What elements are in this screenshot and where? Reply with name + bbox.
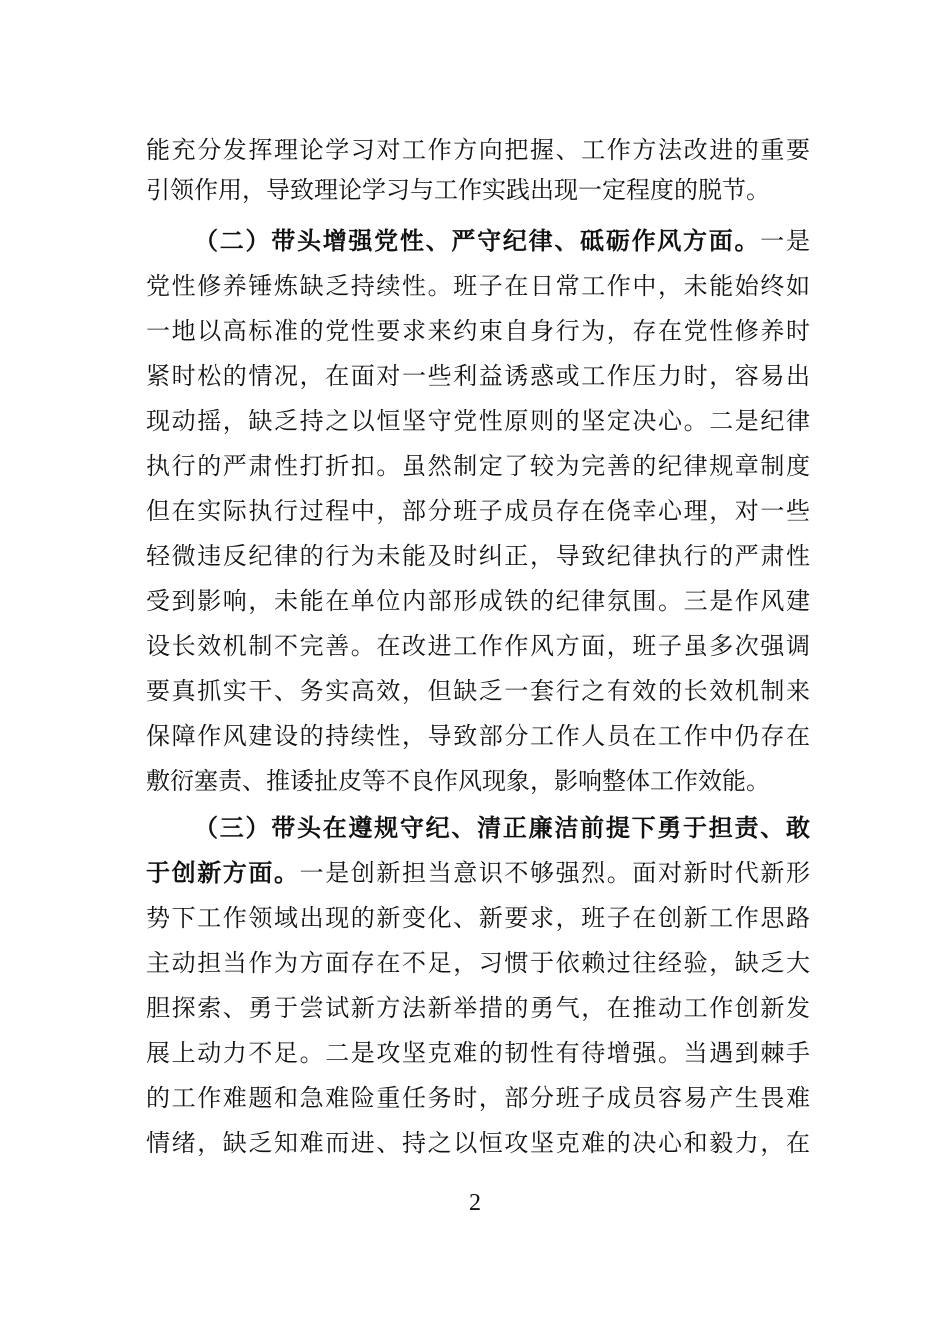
text-span: 能充分发挥理论学习对工作方向把握、工作方法改进的重要	[146, 136, 810, 164]
text-line	[146, 307, 810, 355]
section-heading-line	[194, 217, 810, 265]
text-line	[146, 1119, 810, 1167]
text-span: 现动摇，缺乏持之以恒坚守党性原则的坚定决心。二是纪律	[146, 407, 810, 435]
text-line	[146, 487, 810, 535]
text-span: 胆探索、勇于尝试新方法新举措的勇气，在推动工作创新发	[146, 994, 810, 1022]
section-heading: 于创新方面。	[146, 858, 300, 887]
text-line	[146, 712, 810, 760]
text-span: 设长效机制不完善。在改进工作作风方面，班子虽多次强调	[146, 632, 810, 660]
text-span: 的工作难题和急难险重任务时，部分班子成员容易产生畏难	[146, 1084, 810, 1112]
text-line	[146, 166, 810, 214]
section-heading: （三）带头在遵规守纪、清正廉洁前提下勇于担责、敢	[194, 813, 810, 842]
text-span: 受到影响，未能在单位内部形成铁的纪律氛围。三是作风建	[146, 587, 810, 615]
section-heading-line	[194, 804, 810, 852]
text-line	[146, 984, 810, 1032]
text-span: 势下工作领域出现的新变化、新要求，班子在创新工作思路	[146, 904, 810, 932]
text-span: 主动担当作为方面存在不足，习惯于依赖过往经验，缺乏大	[146, 949, 810, 977]
text-line	[146, 577, 810, 625]
text-span: 一是	[760, 227, 811, 255]
text-line	[146, 939, 810, 987]
page-number: 2	[469, 1190, 481, 1216]
text-span: 一是创新担当意识不够强烈。面对新时代新形	[299, 859, 811, 887]
text-span: 展上动力不足。二是攻坚克难的韧性有待增强。当遇到棘手	[146, 1039, 810, 1067]
text-span: 党性修养锤炼缺乏持续性。班子在日常工作中，未能始终如	[146, 272, 810, 300]
text-line	[146, 1074, 810, 1122]
section-heading-line	[146, 849, 810, 897]
text-line	[146, 757, 810, 805]
text-line	[146, 532, 810, 580]
text-line	[146, 262, 810, 310]
text-span: 但在实际执行过程中，部分班子成员存在侥幸心理，对一些	[146, 497, 810, 525]
text-span: 紧时松的情况，在面对一些利益诱惑或工作压力时，容易出	[146, 362, 810, 390]
text-span: 执行的严肃性打折扣。虽然制定了较为完善的纪律规章制度	[146, 452, 810, 480]
text-line	[146, 352, 810, 400]
text-span: 情绪，缺乏知难而进、持之以恒攻坚克难的决心和毅力，在	[146, 1129, 810, 1157]
text-span: 轻微违反纪律的行为未能及时纠正，导致纪律执行的严肃性	[146, 542, 810, 570]
text-span: 保障作风建设的持续性，导致部分工作人员在工作中仍存在	[146, 722, 810, 750]
section-heading: （二）带头增强党性、严守纪律、砥砺作风方面。	[194, 226, 761, 255]
text-line	[146, 442, 810, 490]
text-line	[146, 894, 810, 942]
text-line	[146, 397, 810, 445]
text-span: 要真抓实干、务实高效，但缺乏一套行之有效的长效机制来	[146, 677, 810, 705]
text-line	[146, 622, 810, 670]
text-span: 敷衍塞责、推诿扯皮等不良作风现象，影响整体工作效能。	[146, 767, 770, 795]
text-line	[146, 1029, 810, 1077]
text-span: 引领作用，导致理论学习与工作实践出现一定程度的脱节。	[146, 176, 770, 204]
text-span: 一地以高标准的党性要求来约束自身行为，存在党性修养时	[146, 317, 810, 345]
text-line	[146, 667, 810, 715]
